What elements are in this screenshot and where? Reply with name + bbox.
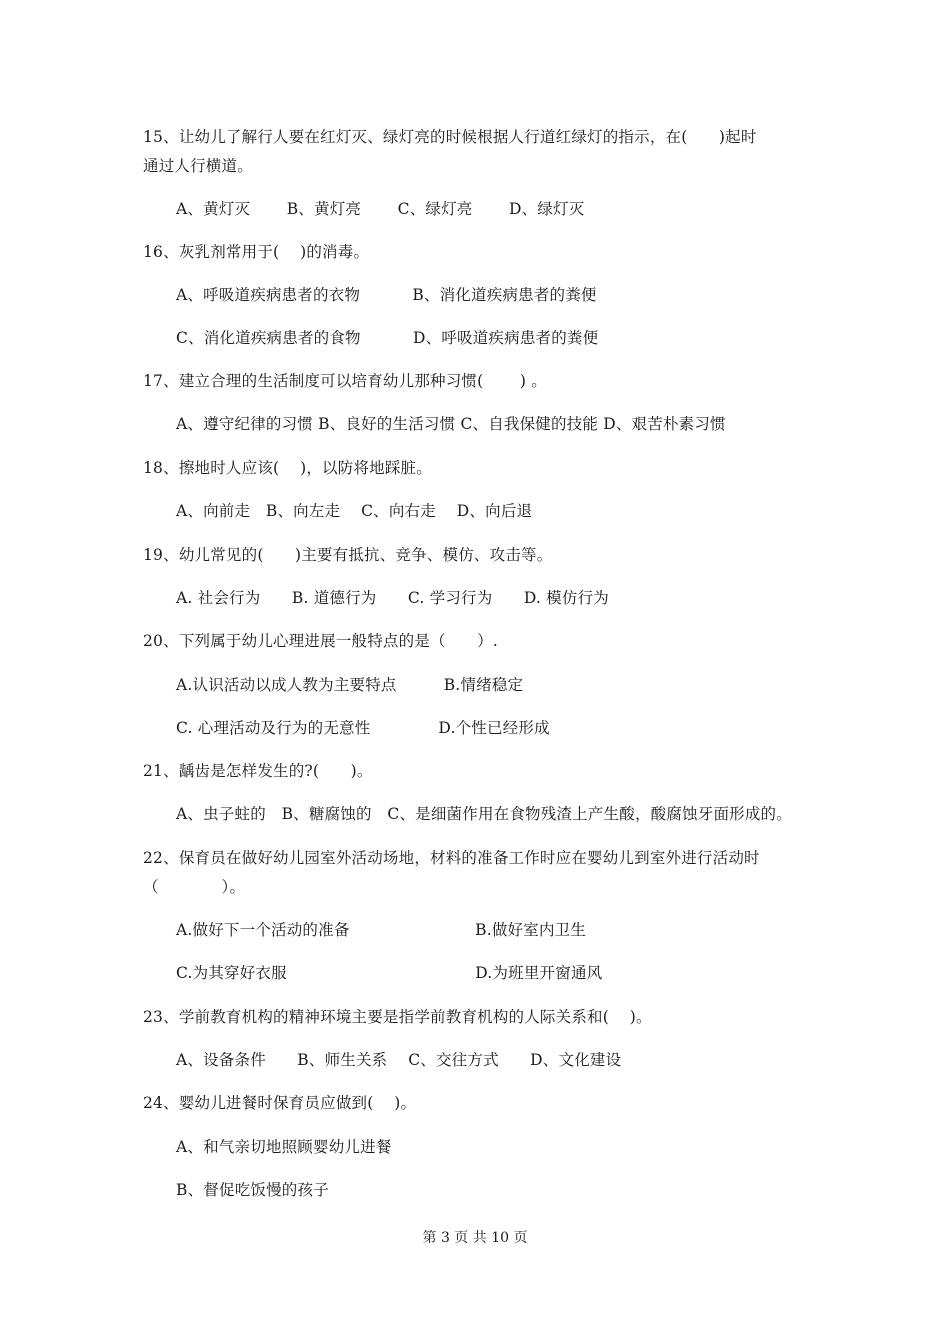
question-19-stem: 19、幼儿常见的( )主要有抵抗、竞争、模仿、攻击等。 <box>143 546 553 564</box>
question-23-options: A、设备条件 B、师生关系 C、交往方式 D、文化建设 <box>176 1051 622 1069</box>
question-20-options-2: C. 心理活动及行为的无意性 D.个性已经形成 <box>176 719 550 737</box>
question-22-stem-line-1: 22、保育员在做好幼儿园室外活动场地，材料的准备工作时应在婴幼儿到室外进行活动时 <box>143 849 760 867</box>
question-16-stem: 16、灰乳剂常用于( )的消毒。 <box>143 243 370 261</box>
question-24-stem: 24、婴幼儿进餐时保育员应做到( )。 <box>143 1094 417 1112</box>
question-23-stem: 23、学前教育机构的精神环境主要是指学前教育机构的人际关系和( )。 <box>143 1008 652 1026</box>
question-22-options-2: C.为其穿好衣服 D.为班里开窗通风 <box>176 964 603 982</box>
question-15-stem-line-1: 15、让幼儿了解行人要在红灯灭、绿灯亮的时候根据人行道红绿灯的指示，在( )起时 <box>143 128 757 146</box>
page-number-footer: 第 3 页 共 10 页 <box>422 1230 528 1246</box>
question-16-options-1: A、呼吸道疾病患者的衣物 B、消化道疾病患者的粪便 <box>176 286 597 304</box>
question-15-stem-line-2: 通过人行横道。 <box>143 157 253 175</box>
question-24-option-a: A、和气亲切地照顾婴幼儿进餐 <box>176 1138 392 1156</box>
question-19-options: A. 社会行为 B. 道德行为 C. 学习行为 D. 模仿行为 <box>176 589 609 607</box>
question-24-option-b: B、督促吃饭慢的孩子 <box>176 1181 329 1199</box>
question-20-options-1: A.认识活动以成人教为主要特点 B.情绪稳定 <box>176 676 524 694</box>
question-17-options: A、遵守纪律的习惯 B、良好的生活习惯 C、自我保健的技能 D、艰苦朴素习惯 <box>176 415 726 433</box>
question-15-options: A、黄灯灭 B、黄灯亮 C、绿灯亮 D、绿灯灭 <box>176 200 585 218</box>
question-22-options-1: A.做好下一个活动的准备 B.做好室内卫生 <box>176 921 587 939</box>
question-22-stem-line-2: （ ）。 <box>143 878 246 896</box>
question-18-stem: 18、擦地时人应该( )，以防将地踩脏。 <box>143 459 432 477</box>
question-21-stem: 21、龋齿是怎样发生的?( )。 <box>143 762 373 780</box>
question-17-stem: 17、建立合理的生活制度可以培育幼儿那种习惯( ) 。 <box>143 372 547 390</box>
question-21-options: A、虫子蛀的 B、糖腐蚀的 C、是细菌作用在食物残渣上产生酸，酸腐蚀牙面形成的。 <box>176 805 792 823</box>
question-16-options-2: C、消化道疾病患者的食物 D、呼吸道疾病患者的粪便 <box>176 329 599 347</box>
question-18-options: A、向前走 B、向左走 C、向右走 D、向后退 <box>176 502 533 520</box>
question-20-stem: 20、下列属于幼儿心理进展一般特点的是（ ）. <box>143 632 498 650</box>
